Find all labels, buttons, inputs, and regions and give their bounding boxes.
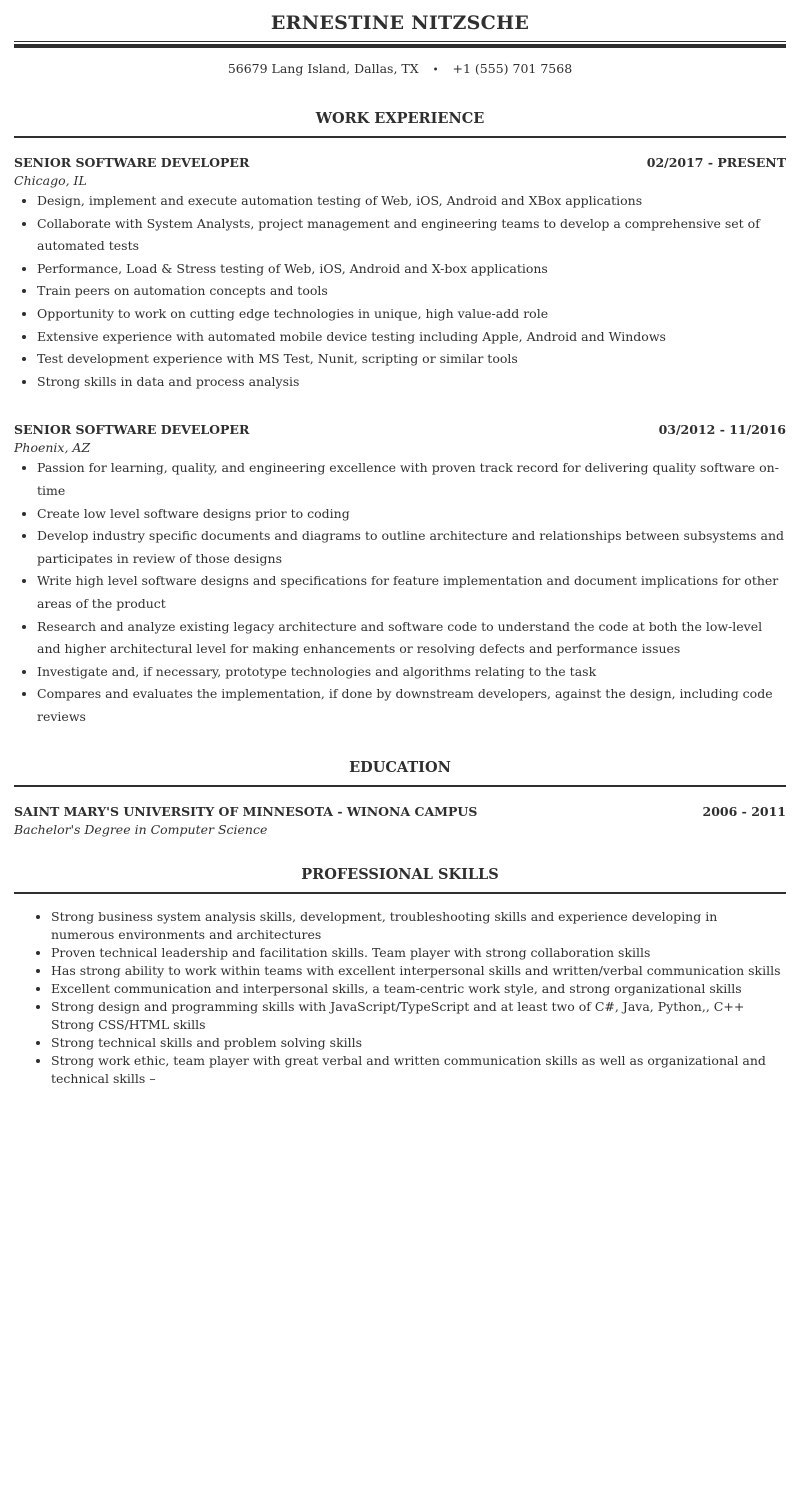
job-bullets: [14, 457, 786, 728]
list-item: • Compares and evaluates the implementation, if done by downstream developers, against the design, including code reviews: [37, 683, 786, 728]
job-title: SENIOR SOFTWARE DEVELOPER: [14, 155, 250, 170]
education-entry: [14, 803, 786, 839]
list-item: • Develop industry specific documents and diagrams to outline architecture and relationships between subsystems and participates in review of those designs: [37, 525, 786, 570]
candidate-name: ERNESTINE NITZSCHE: [270, 12, 530, 34]
section-title-work-experience: WORK EXPERIENCE: [315, 110, 485, 127]
job-location: Chicago, IL: [14, 173, 87, 188]
list-item: • Opportunity to work on cutting edge technologies in unique, high value-add role: [37, 303, 786, 326]
list-item: • Strong design and programming skills with JavaScript/TypeScript and at least two of C#, Java, Python,, C++ Strong CSS/HTML skills: [51, 998, 782, 1034]
list-item: • Investigate and, if necessary, prototype technologies and algorithms relating to the task: [37, 661, 786, 684]
header-divider-thick: [14, 44, 786, 48]
job-title: SENIOR SOFTWARE DEVELOPER: [14, 422, 250, 438]
list-item: • Strong technical skills and problem solving skills: [51, 1034, 782, 1052]
list-item: • Test development experience with MS Test, Nunit, scripting or similar tools: [37, 348, 786, 371]
resume-page: [14, 0, 786, 1088]
job-dates: 02/2017 - PRESENT: [646, 155, 786, 170]
list-item: • Passion for learning, quality, and engineering excellence with proven track record for delivering quality software on-time: [37, 457, 786, 502]
list-item: • Has strong ability to work within teams with excellent interpersonal skills and written/verbal communication skills: [51, 962, 782, 980]
job-header: [14, 421, 786, 438]
contact-separator: •: [432, 65, 439, 76]
education-section: [14, 758, 786, 839]
phone: +1 (555) 701 7568: [452, 61, 573, 76]
address: 56679 Lang Island, Dallas, TX: [227, 61, 419, 76]
section-divider: [14, 892, 786, 894]
education-dates: 2006 - 2011: [702, 804, 786, 820]
job-header: [14, 154, 786, 171]
list-item: • Strong business system analysis skills, development, troubleshooting skills and experience developing in numerous environments and architectures: [51, 908, 782, 944]
list-item: • Performance, Load & Stress testing of Web, iOS, Android and X-box applications: [37, 258, 786, 281]
section-title-education: EDUCATION: [349, 759, 451, 777]
list-item: • Collaborate with System Analysts, project management and engineering teams to develop a comprehensive set of automated tests: [37, 213, 786, 258]
work-experience-section: [14, 109, 786, 728]
list-item: • Research and analyze existing legacy architecture and software code to understand the code at both the low-level and higher architectural level for making enhancements or resolving defects and performance issues: [37, 616, 786, 661]
section-divider: [14, 785, 786, 787]
school-name: SAINT MARY'S UNIVERSITY OF MINNESOTA - WINONA CAMPUS: [14, 804, 478, 820]
section-title-professional-skills: PROFESSIONAL SKILLS: [301, 866, 499, 884]
list-item: • Write high level software designs and specifications for feature implementation and document implications for other areas of the product: [37, 570, 786, 615]
list-item: • Train peers on automation concepts and tools: [37, 280, 786, 303]
job-entry: [14, 154, 786, 393]
contact-line: [14, 60, 786, 77]
list-item: • Design, implement and execute automation testing of Web, iOS, Android and XBox applications: [37, 190, 786, 213]
list-item: • Create low level software designs prior to coding: [37, 503, 786, 526]
list-item: • Proven technical leadership and facilitation skills. Team player with strong collaboration skills: [51, 944, 782, 962]
job-entry: [14, 421, 786, 728]
skills-section: [14, 865, 786, 1088]
list-item: • Strong work ethic, team player with great verbal and written communication skills as well as organizational and technical skills –: [51, 1052, 782, 1088]
job-bullets: [14, 190, 786, 393]
education-header: [14, 803, 786, 820]
job-location: Phoenix, AZ: [14, 440, 91, 456]
job-dates: 03/2012 - 11/2016: [658, 422, 786, 438]
header-divider-thin: [14, 41, 786, 42]
list-item: • Strong skills in data and process analysis: [37, 371, 786, 394]
list-item: • Extensive experience with automated mobile device testing including Apple, Android and Windows: [37, 326, 786, 349]
section-divider: [14, 136, 786, 138]
skills-list: [14, 908, 786, 1088]
list-item: • Excellent communication and interpersonal skills, a team-centric work style, and strong organizational skills: [51, 980, 782, 998]
degree: Bachelor's Degree in Computer Science: [14, 822, 268, 838]
